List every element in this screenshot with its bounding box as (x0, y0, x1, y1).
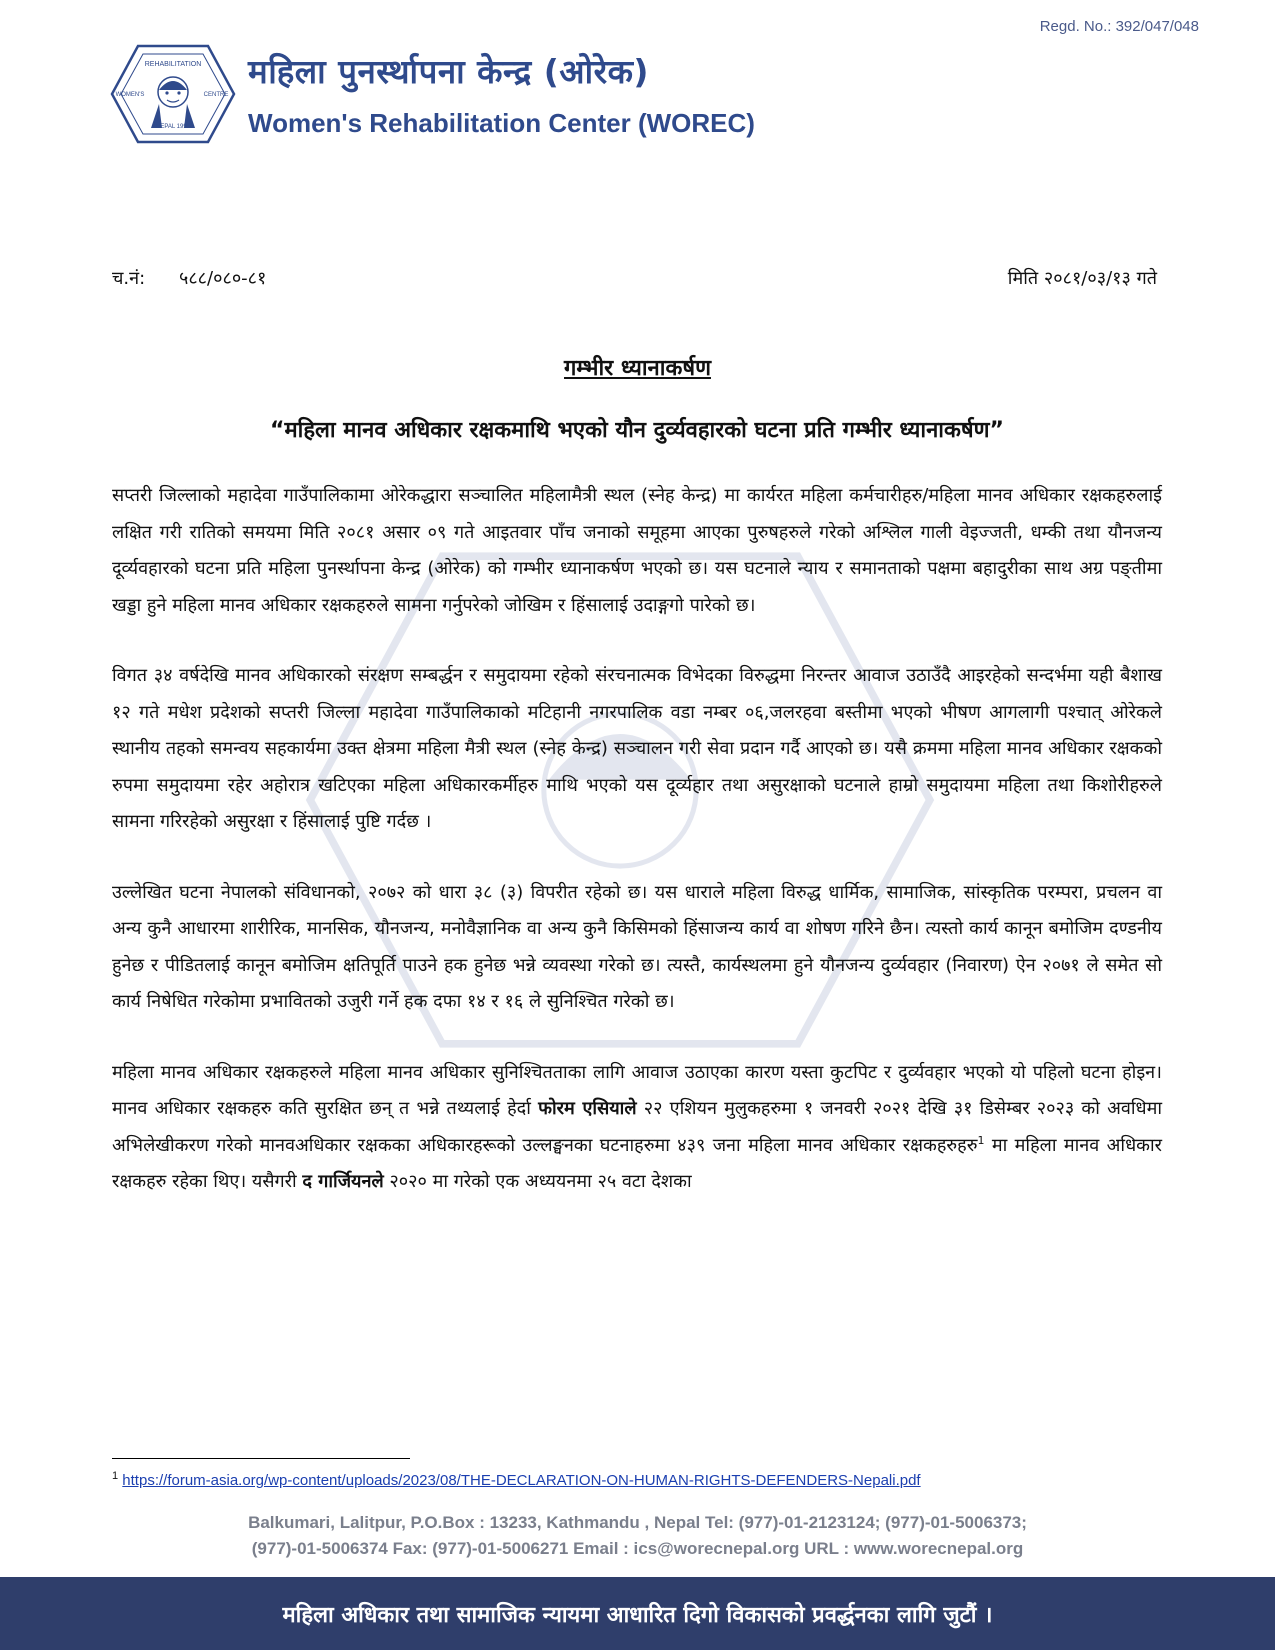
reference-value: ५८८/०८०-८१ (178, 268, 267, 289)
paragraph-2: विगत ३४ वर्षदेखि मानव अधिकारको संरक्षण सम्बर्द्धन र समुदायमा रहेको संरचनात्मक विभेदका विरुद्धमा निरन्तर आवाज उठाउँदै आइरहेको सन्दर्भमा यही बैशाख १२ गते मधेश प्रदेशको सप्तरी जिल्ला महादेवा गाउँपालिकाको मटिहानी नगरपालिक वडा नम्बर ०६,जलरहवा बस्तीमा भएको भीषण आगलागी पश्चात् ओरेकले स्थानीय तहको समन्वय सहकार्यमा उक्त क्षेत्रमा महिला मैत्री स्थल (स्नेह केन्द्र) सञ्चालन गरी सेवा प्रदान गर्दै आएको छ। यसै क्रममा महिला मानव अधिकार रक्षकको रुपमा समुदायमा रहेर अहोरात्र खटिएका महिला अधिकारकर्मीहरु माथि भएको यस दूर्व्यहार तथा असुरक्षाको घटनाले हाम्रो समुदायमा महिला तथा किशोरीहरुले सामना गरिरहेको असुरक्षा र हिंसालाई पुष्टि गर्दछ । (112, 665, 1162, 832)
paragraph-4-part-a: महिला मानव अधिकार रक्षकहरुले महिला मानव अधिकार सुनिश्चितताका लागि आवाज उठाएका कारण यस्ता कुटपिट र दुर्व्यवहार भएको यो पहिलो घटना होइन। मानव अधिकार रक्षकहरु कति सुरक्षित छन् त भन्ने तथ्यलाई हेर्दा (112, 1061, 1162, 1119)
paragraph-1: सप्तरी जिल्लाको महादेवा गाउँपालिकामा ओरेकद्धारा सञ्चालित महिलामैत्री स्थल (स्नेह केन्द्र) मा कार्यरत महिला कर्मचारीहरु/महिला मानव अधिकार रक्षकहरुलाई लक्षित गरी रातिको समयमा मिति २०८१ असार ०९ गते आइतवार पाँच जनाको समूहमा आएका पुरुषहरुले गरेको अश्लिल गाली वेइज्जती, धम्की तथा यौनजन्य दूर्व्यवहारको घटना प्रति महिला पुनर्स्थापना केन्द्र (ओरेक) को गम्भीर ध्यानाकर्षण भएको छ। यस घटनाले न्याय र समानताको पक्षमा बहादुरीका साथ अग्र पङ्तीमा खड्डा हुने महिला मानव अधिकार रक्षकहरुले सामना गर्नुपरेको जोखिम र हिंसालाई उदाङ्गगो पारेको छ। (112, 485, 1162, 616)
contact-line-1: Balkumari, Lalitpur, P.O.Box : 13233, Kathmandu , Nepal Tel: (977)-01-2123124; (977)-01-5006373; (248, 1513, 1027, 1532)
paragraph-4-part-c: २२ एशियन मुलुकहरुमा १ जनवरी २०२१ देखि ३१ डिसेम्बर २०२३ को अवधिमा अभिलेखीकरण गरेको मानवअधिकार रक्षकका अधिकारहरूको उल्लङ्घनका घटनाहरुमा ४३९ जना महिला मानव अधिकार रक्षकहरुहरु (112, 1098, 1162, 1156)
logo-text-bottom: NEPAL 1991 (155, 124, 191, 130)
footer-banner (0, 1577, 1275, 1650)
subject-heading (0, 352, 1275, 382)
org-name-nepali: महिला पुनर्स्थापना केन्द्र (ओरेक) (248, 52, 649, 91)
footnote-link[interactable]: https://forum-asia.org/wp-content/uploads/2023/08/THE-DECLARATION-ON-HUMAN-RIGHTS-DEFENDERS-Nepali.pdf (122, 1472, 921, 1489)
headline: “महिला मानव अधिकार रक्षकमाथि भएको यौन दुर्व्यवहारको घटना प्रति गम्भीर ध्यानाकर्षण” (270, 418, 1004, 443)
logo-text-right: CENTRE (203, 92, 229, 98)
contact-line-2: (977)-01-5006374 Fax: (977)-01-5006271 Email : ics@worecnepal.org URL : www.worecnepal.org (251, 1539, 1024, 1558)
reference-number (112, 266, 266, 290)
guardian-text: द गार्जियनले (302, 1171, 384, 1192)
footnote-number: 1 (112, 1470, 119, 1482)
logo-text-left: WOMEN'S (115, 92, 145, 98)
logo-text-top: REHABILITATION (144, 61, 202, 68)
paragraph-4-part-f: २०२० मा गरेको एक अध्ययनमा २५ वटा देशका (383, 1171, 692, 1192)
org-name-english: Women's Rehabilitation Center (WOREC) (248, 108, 755, 138)
registration-number: Regd. No.: 392/047/048 (1039, 18, 1199, 35)
reference-label: च.नं: (112, 268, 146, 289)
subject-text: गम्भीर ध्यानाकर्षण (564, 356, 711, 381)
paragraph-4-part-d: मा महिला मानव अधिकार रक्षकहरु रहेका थिए। यसैगरी (112, 1134, 1162, 1192)
letter-date: मिति २०८१/०३/१३ गते (1007, 268, 1157, 289)
worec-logo (110, 44, 236, 144)
forum-asia-text: फोरम एसियाले (538, 1098, 637, 1119)
paragraph-3: उल्लेखित घटना नेपालको संविधानको, २०७२ को धारा ३८ (३) विपरीत रहेको छ। यस धाराले महिला विरुद्ध धार्मिक, सामाजिक, सांस्कृतिक परम्परा, प्रचलन वा अन्य कुनै आधारमा शारीरिक, मानसिक, यौनजन्य, मनोवैज्ञानिक वा अन्य कुनै किसिमको हिंसाजन्य कार्य वा शोषण गरिने छैन। त्यस्तो कार्य कानून बमोजिम दण्डनीय हुनेछ र पीडितलाई कानून बमोजिम क्षतिपूर्ति पाउने हक हुनेछ भन्ने व्यवस्था गरेको छ। त्यस्तै, कार्यस्थलमा हुने यौनजन्य दुर्व्यवहार (निवारण) ऐन २०७१ ले समेत सो कार्य निषेधित गरेकोमा प्रभावितको उजुरी गर्ने हक दफा १४ र १६ ले सुनिश्चित गरेको छ। (112, 881, 1162, 1012)
footnote-marker[interactable]: 1 (977, 1133, 985, 1147)
footnote (112, 1472, 921, 1489)
paragraph-4 (112, 1055, 1162, 1201)
footer-slogan: महिला अधिकार तथा सामाजिक न्यायमा आधारित दिगो विकासको प्रवर्द्धनका लागि जुटौं । (282, 1602, 993, 1628)
footnote-divider (112, 1458, 410, 1459)
contact-info (0, 1510, 1275, 1562)
letter-body (112, 478, 1162, 1235)
